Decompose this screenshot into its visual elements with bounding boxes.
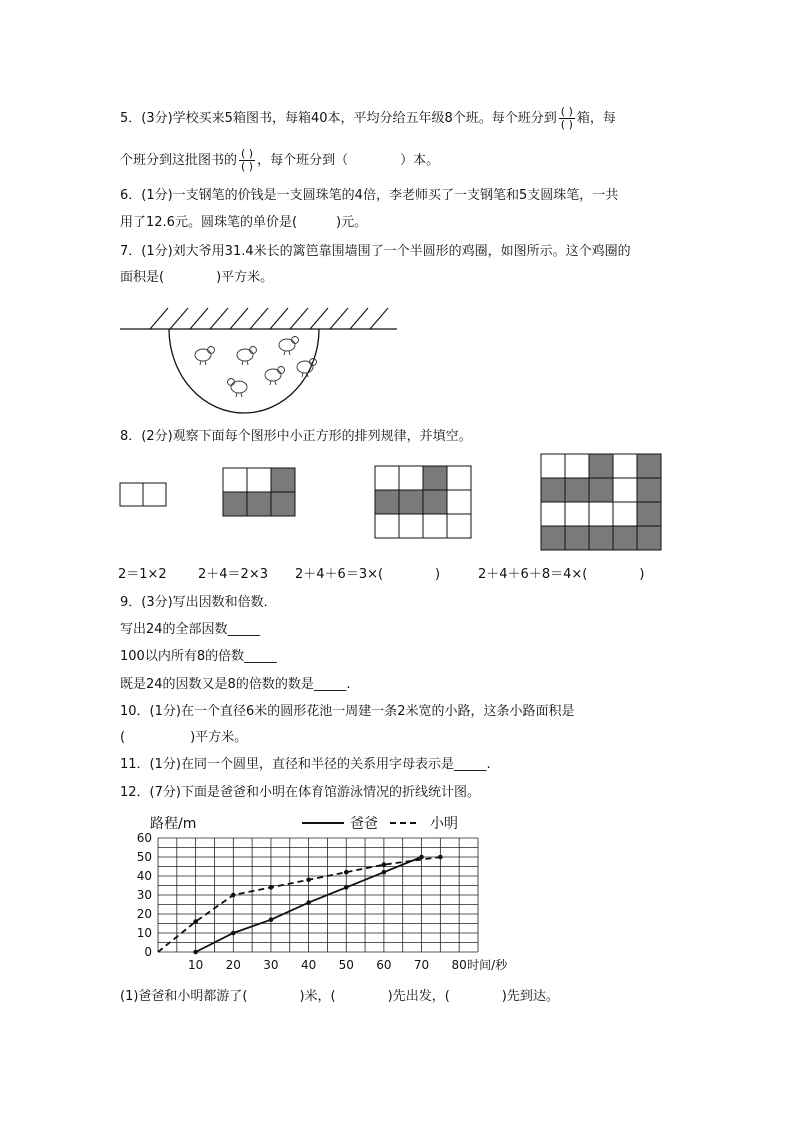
empty-square xyxy=(223,468,247,492)
pattern-grid-4 xyxy=(541,454,661,550)
empty-square xyxy=(565,454,589,478)
empty-square xyxy=(375,514,399,538)
q12-sub1: (1)爸爸和小明都游了( )米，( )先出发，( )先到达。 xyxy=(120,989,559,1004)
chart-grid xyxy=(158,838,478,952)
shaded-square xyxy=(541,478,565,502)
q9-title: 9．(3分)写出因数和倍数． xyxy=(120,595,277,610)
data-point xyxy=(231,931,236,936)
q10-line2: ( )平方米。 xyxy=(120,730,248,745)
q8-equation-3: 2＋4＋6＝3×( ) xyxy=(295,567,441,582)
q9-c: 既是24的因数又是8的倍数的数是_____. xyxy=(120,677,351,692)
q5-line2 xyxy=(120,148,439,173)
x-tick-label: 50 xyxy=(338,958,354,972)
wall-hatching xyxy=(150,308,388,329)
empty-square xyxy=(120,483,143,506)
x-axis-label: 时间/秒 xyxy=(467,958,508,972)
q9-b: 100以内所有8的倍数_____ xyxy=(120,649,277,664)
empty-square xyxy=(423,514,447,538)
data-point xyxy=(344,870,349,875)
y-tick-label: 40 xyxy=(136,869,152,883)
shaded-square xyxy=(589,454,613,478)
shaded-square xyxy=(589,526,613,550)
legend-label: 小明 xyxy=(430,816,458,832)
y-tick-label: 10 xyxy=(136,926,152,940)
empty-square xyxy=(375,466,399,490)
shaded-square xyxy=(637,478,661,502)
q8-equation-2: 2＋4＝2×3 xyxy=(198,567,268,582)
shaded-square xyxy=(613,526,637,550)
q5-line2-suffix: ，每个班分到（ ）本。 xyxy=(257,153,440,168)
x-tick-label: 80 xyxy=(451,958,467,972)
data-point xyxy=(382,862,387,867)
pattern-grid-2 xyxy=(223,468,295,516)
empty-square xyxy=(143,483,166,506)
empty-square xyxy=(613,478,637,502)
q5-line1 xyxy=(120,106,616,131)
data-point xyxy=(269,917,274,922)
data-point xyxy=(231,893,236,898)
data-point xyxy=(438,855,443,860)
empty-square xyxy=(447,490,471,514)
data-point xyxy=(306,900,311,905)
empty-square xyxy=(565,502,589,526)
y-tick-label: 60 xyxy=(136,831,152,845)
shaded-square xyxy=(247,492,271,516)
data-point xyxy=(306,878,311,883)
shaded-square xyxy=(637,502,661,526)
pattern-grid-1 xyxy=(120,483,166,506)
q5-line2-prefix: 个班分到这批图书的 xyxy=(120,153,238,168)
shaded-square xyxy=(565,526,589,550)
q6-line2: 用了12.6元。圆珠笔的单价是( )元。 xyxy=(120,215,368,230)
empty-square xyxy=(541,454,565,478)
y-tick-label: 20 xyxy=(136,907,152,921)
data-point xyxy=(269,885,274,890)
shaded-square xyxy=(399,490,423,514)
shaded-square xyxy=(637,526,661,550)
shaded-square xyxy=(637,454,661,478)
swim-line-chart xyxy=(118,810,538,980)
data-point xyxy=(382,870,387,875)
semicircle-fence xyxy=(169,329,319,413)
data-point xyxy=(193,919,198,924)
q8-grid-figures xyxy=(0,450,794,555)
shaded-square xyxy=(423,490,447,514)
shaded-square xyxy=(541,526,565,550)
shaded-square xyxy=(423,466,447,490)
empty-square xyxy=(399,514,423,538)
empty-square xyxy=(247,468,271,492)
x-tick-label: 60 xyxy=(376,958,392,972)
q8-equation-4: 2＋4＋6＋8＝4×( ) xyxy=(478,567,645,582)
shaded-square xyxy=(271,492,295,516)
y-tick-label: 30 xyxy=(136,888,152,902)
shaded-square xyxy=(589,478,613,502)
x-tick-label: 20 xyxy=(225,958,241,972)
q12-line1: 12．(7分)下面是爸爸和小明在体育馆游泳情况的折线统计图。 xyxy=(120,785,480,800)
data-point xyxy=(419,855,424,860)
data-point xyxy=(193,950,198,955)
q7-line1: 7．(1分)刘大爷用31.4米长的篱笆靠围墙围了一个半圆形的鸡圈，如图所示。这个鸡圈的 xyxy=(120,244,631,259)
q9-a: 写出24的全部因数_____ xyxy=(120,622,261,637)
q5-line1-prefix: 5．(3分)学校买来5箱图书，每箱40本，平均分给五年级8个班。每个班分到 xyxy=(120,111,557,126)
pattern-grid-3 xyxy=(375,466,471,538)
q5-line1-suffix: 箱，每 xyxy=(576,111,616,126)
q5-fraction-fraction: $\frac{( )}{( )}$ xyxy=(241,147,254,173)
q8-line1: 8．(2分)观察下面每个图形中小正方形的排列规律，并填空。 xyxy=(120,429,472,444)
x-tick-label: 40 xyxy=(300,958,317,972)
q6-line1: 6．(1分)一支钢笔的价钱是一支圆珠笔的4倍，李老师买了一支钢笔和5支圆珠笔，一共 xyxy=(120,188,619,203)
empty-square xyxy=(613,502,637,526)
x-tick-label: 30 xyxy=(263,958,279,972)
q7-line2: 面积是( )平方米。 xyxy=(120,270,274,285)
empty-square xyxy=(447,514,471,538)
y-tick-label: 0 xyxy=(144,945,152,959)
y-axis-label: 路程/m xyxy=(150,816,197,832)
empty-square xyxy=(613,454,637,478)
legend-label: 爸爸 xyxy=(350,816,378,832)
x-tick-label: 10 xyxy=(188,958,204,972)
empty-square xyxy=(541,502,565,526)
data-point xyxy=(344,885,349,890)
q11-line1: 11．(1分)在同一个圆里，直径和半径的关系用字母表示是_____. xyxy=(120,757,491,772)
empty-square xyxy=(447,466,471,490)
q5-fraction-boxes: $\frac{( )}{( )}$ xyxy=(560,105,573,131)
shaded-square xyxy=(375,490,399,514)
y-tick-label: 50 xyxy=(136,850,152,864)
empty-square xyxy=(589,502,613,526)
q8-equation-1: 2＝1×2 xyxy=(118,567,167,582)
shaded-square xyxy=(223,492,247,516)
chicken-coop-figure xyxy=(115,305,405,417)
empty-square xyxy=(399,466,423,490)
x-tick-label: 70 xyxy=(413,958,430,972)
shaded-square xyxy=(565,478,589,502)
q10-line1: 10．(1分)在一个直径6米的圆形花池一周建一条2米宽的小路，这条小路面积是 xyxy=(120,704,575,719)
shaded-square xyxy=(271,468,295,492)
